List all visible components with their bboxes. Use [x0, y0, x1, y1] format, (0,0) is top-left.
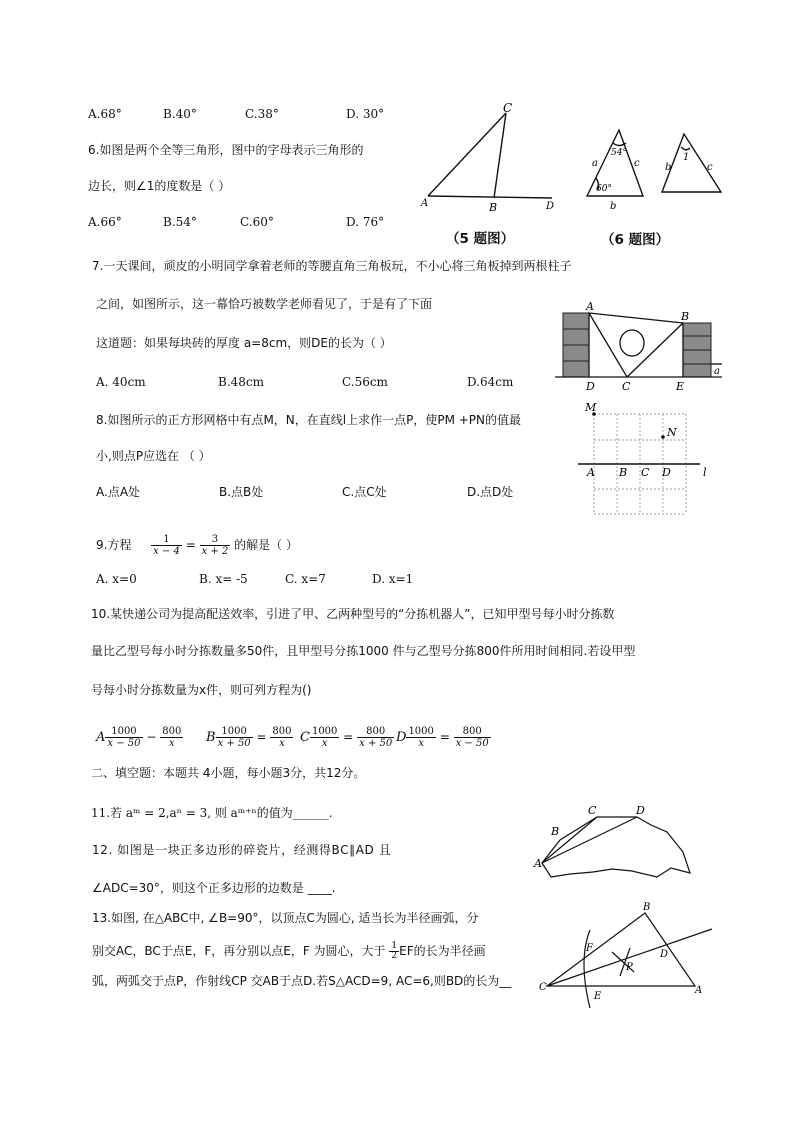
- q12-stem-line2: ∠ADC=30°，则这个正多边形的边数是 ____.: [92, 881, 336, 895]
- q9-fraction-right: $\frac{3}{x + 2}$: [201, 534, 229, 557]
- q6-option-c: C.60°: [240, 215, 274, 229]
- fig5-label-d: D: [546, 201, 555, 212]
- q8-option-b: B.点B处: [219, 485, 264, 499]
- q13-half-fraction: $\frac{1}{2}$: [391, 941, 398, 961]
- q7-option-d: D.64cm: [467, 375, 514, 389]
- fig6-label-b-left: b: [610, 201, 617, 212]
- q5-option-d: D. 30°: [346, 107, 385, 121]
- section-2-heading: 二、填空题：本题共 4小题，每小题3分，共12分。: [91, 766, 366, 780]
- fig6-label-b-right: b: [665, 162, 672, 173]
- fig6-caption: （6 题图）: [601, 232, 670, 248]
- q10-option-a: A $\frac{1000}{x - 50}$ − $\frac{800}{x}$: [96, 726, 182, 749]
- q7-stem-line3: 这道题：如果每块砖的厚度 a=8cm，则DE的长为（ ）: [96, 336, 392, 350]
- fig5-label-a: A: [421, 198, 429, 209]
- q12-stem-line1: 12. 如图是一块正多边形的碎瓷片，经测得BC∥AD 且: [92, 843, 392, 857]
- q7-label-a-point: A: [586, 300, 594, 313]
- q6-option-a: A.66°: [88, 215, 122, 229]
- q8-option-a: A.点A处: [96, 485, 141, 499]
- q7-option-b: B.48cm: [218, 375, 265, 389]
- q9-option-a: A. x=0: [96, 572, 137, 586]
- q6-stem-line1: 6.如图是两个全等三角形，图中的字母表示三角形的: [88, 143, 364, 157]
- q8-label-d: D: [662, 466, 671, 479]
- q8-label-m: M: [585, 401, 597, 414]
- q10-option-b: B $\frac{1000}{x + 50}$ = $\frac{800}{x}$: [206, 726, 292, 749]
- q7-label-a-thickness: a: [714, 366, 720, 377]
- q6-option-b: B.54°: [163, 215, 197, 229]
- fig5-label-c: C: [503, 101, 513, 115]
- fig6-label-a: a: [592, 158, 598, 169]
- q13-line2-part1: 别交AC，BC于点E，F，再分别以点E，F 为圆心，大于: [92, 944, 386, 958]
- q10-option-d: D $\frac{1000}{x}$ = $\frac{800}{x - 50}$: [396, 726, 489, 749]
- q12-label-d: D: [636, 804, 645, 817]
- q10-stem-line2: 量比乙型号每小时分拣数量多50件，且甲型号分拣1000 件与乙型号分拣800件所用时间相同.若设甲型: [91, 644, 636, 658]
- q9-suffix: 的解是（ ）: [234, 538, 298, 552]
- q10-option-c: C $\frac{1000}{x}$ = $\frac{800}{x + 50}$: [300, 726, 393, 749]
- fig6-angle-60: 60°: [596, 184, 612, 194]
- q5-option-c: C.38°: [245, 107, 279, 121]
- q7-label-b-point: B: [681, 310, 690, 323]
- q9-option-b: B. x= -5: [199, 572, 248, 586]
- q8-label-c: C: [641, 466, 650, 479]
- q12-label-b: B: [551, 825, 560, 838]
- q13-label-a: A: [695, 985, 703, 996]
- q8-label-n: N: [667, 426, 677, 439]
- q7-option-c: C.56cm: [342, 375, 388, 389]
- q13-line2-part2: EF的长为半径画: [399, 944, 486, 958]
- fig6-angle-54: 54°: [611, 148, 627, 158]
- q12-label-c: C: [588, 804, 597, 817]
- fig5-caption: （5 题图）: [446, 231, 515, 247]
- q8-label-b: B: [619, 466, 628, 479]
- q13-label-p: P: [626, 962, 633, 973]
- q8-label-l: l: [703, 466, 707, 479]
- q13-label-e: E: [594, 991, 602, 1002]
- q7-label-c-point: C: [622, 380, 631, 393]
- fig5-label-b: B: [489, 201, 498, 214]
- q10-stem-line1: 10.某快递公司为提高配送效率，引进了甲、乙两种型号的“分拣机器人”，已知甲型号每小时分拣数: [91, 607, 615, 621]
- q7-stem-line2: 之间，如图所示，这一幕恰巧被数学老师看见了，于是有了下面: [96, 297, 433, 311]
- q13-stem-line3: 弧，两弧交于点P，作射线CP 交AB于点D.若S△ACD=9, AC=6,则BD的长为__: [92, 974, 512, 988]
- q8-option-d: D.点D处: [467, 485, 514, 499]
- q7-label-d-point: D: [586, 380, 595, 393]
- q7-stem-line1: 7.一天课间，顽皮的小明同学拿着老师的等腰直角三角板玩，不小心将三角板掉到两根柱子: [92, 259, 572, 273]
- q9-prefix: 9.方程: [96, 538, 132, 552]
- q5-option-a: A.68°: [88, 107, 122, 121]
- q7-label-e-point: E: [676, 380, 685, 393]
- q13-label-d: D: [660, 949, 669, 960]
- q7-option-a: A. 40cm: [96, 375, 146, 389]
- q8-stem-line2: 小,则点P应选在 （ ）: [96, 449, 211, 463]
- q11-stem: 11.若 aᵐ = 2,aⁿ = 3, 则 aᵐ⁺ⁿ的值为______.: [91, 806, 333, 820]
- q8-label-a: A: [587, 466, 595, 479]
- fig6-label-c-left: c: [634, 158, 640, 169]
- q5-option-b: B.40°: [163, 107, 197, 121]
- q10-stem-line3: 号每小时分拣数量为x件，则可列方程为(): [91, 683, 312, 697]
- q12-label-a: A: [534, 857, 542, 870]
- fig6-label-1: 1: [683, 152, 690, 163]
- q8-option-c: C.点C处: [342, 485, 387, 499]
- q9-option-c: C. x=7: [285, 572, 326, 586]
- q9-fraction-left: $\frac{1}{x - 4}$: [153, 534, 180, 557]
- q9-option-d: D. x=1: [372, 572, 414, 586]
- q9-equals: =: [185, 538, 196, 552]
- q13-label-c: C: [539, 982, 547, 993]
- fig6-label-c-right: c: [707, 162, 713, 173]
- q13-label-b: B: [643, 902, 651, 913]
- q8-stem-line1: 8.如图所示的正方形网格中有点M，N，在直线l上求作一点P，使PM +PN的值最: [96, 413, 522, 427]
- q13-stem-line1: 13.如图, 在△ABC中, ∠B=90°，以顶点C为圆心, 适当长为半径画弧，分: [92, 911, 479, 925]
- q13-label-f: F: [586, 943, 593, 954]
- q6-option-d: D. 76°: [346, 215, 385, 229]
- q6-stem-line2: 边长，则∠1的度数是（ ）: [88, 179, 231, 193]
